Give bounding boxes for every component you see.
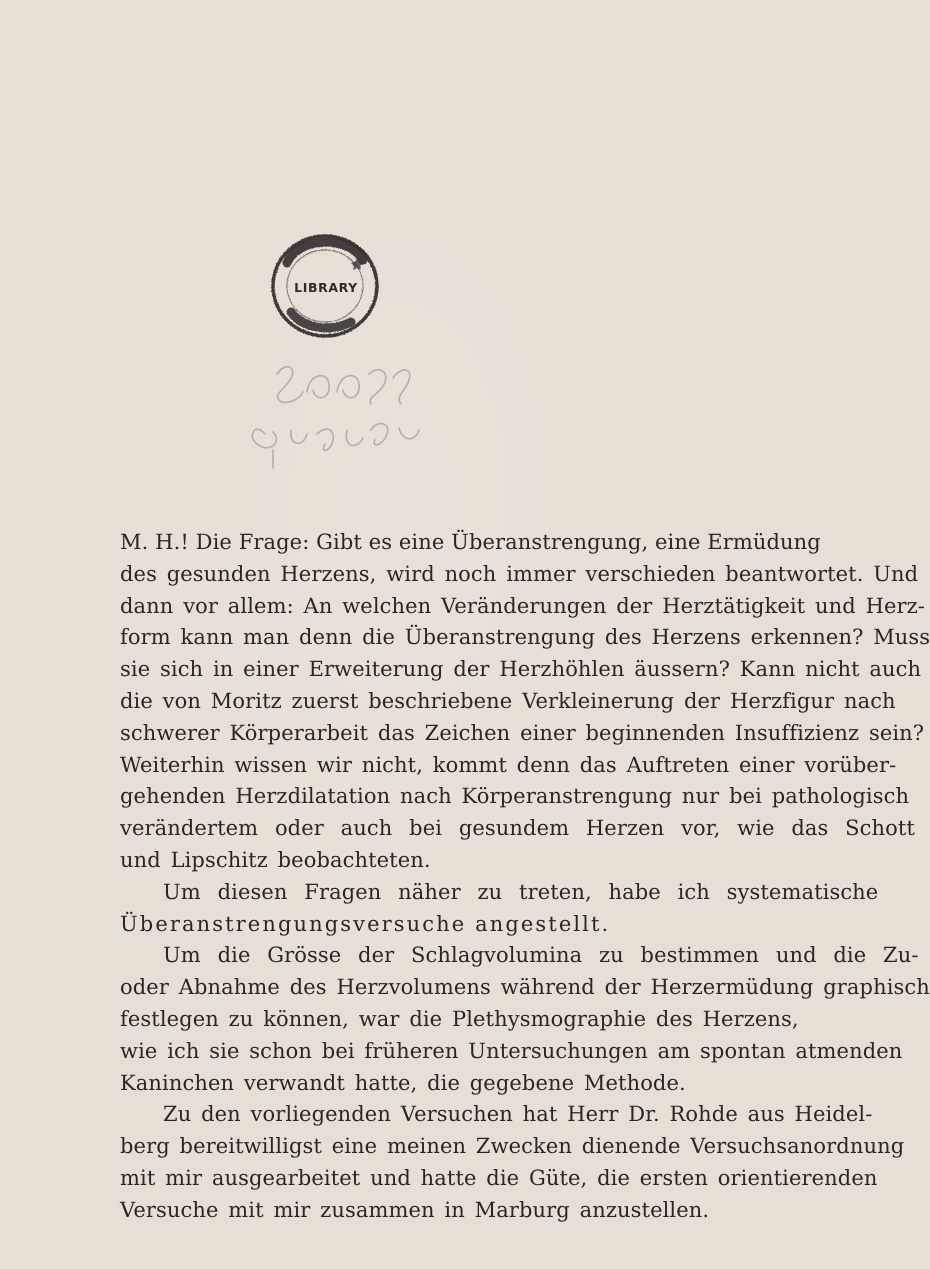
text-line: Versuche mit mir zusammen in Marburg anzustellen.: [120, 1197, 710, 1222]
text-line: verändertem oder auch bei gesundem Herzen vor, wie das Schott: [120, 816, 915, 841]
text-line: dann vor allem: An welchen Veränderungen der Herztätigkeit und Herz-: [120, 593, 926, 618]
text-line: Weiterhin wissen wir nicht, kommt denn das Auftreten einer vorüber-: [120, 752, 897, 777]
text-line: schwerer Körperarbeit das Zeichen einer beginnenden Insuffizienz sein?: [120, 720, 925, 745]
text-line: mit mir ausgearbeitet und hatte die Güte, die ersten orientierenden: [120, 1165, 878, 1190]
text-line: des gesunden Herzens, wird noch immer verschieden beantwortet. Und: [120, 561, 919, 586]
text-line: wie ich sie schon bei früheren Untersuchungen am spontan atmenden: [120, 1038, 903, 1063]
text-line: berg bereitwilligst eine meinen Zwecken dienende Versuchsanordnung: [120, 1134, 905, 1159]
stamp-text: LIBRARY: [294, 280, 358, 295]
text-line: Zu den vorliegenden Versuchen hat Herr Dr. Rohde aus Heidel-: [163, 1102, 873, 1127]
text-line: die von Moritz zuerst beschriebene Verkleinerung der Herzfigur nach: [120, 688, 896, 713]
stamp-seal-icon: [265, 228, 387, 346]
text-line: sie sich in einer Erweiterung der Herzhöhlen äussern? Kann nicht auch: [120, 657, 922, 682]
pencil-annotation: [225, 356, 435, 476]
text-line: gehenden Herzdilatation nach Körperanstrengung nur bei pathologisch: [120, 784, 910, 809]
text-line: Überanstrengungsversuche angestellt.: [120, 911, 611, 936]
text-line: form kann man denn die Überanstrengung des Herzens erkennen? Muss: [120, 625, 930, 650]
body-text: [120, 527, 930, 1227]
text-line: festlegen zu können, war die Plethysmographie des Herzens,: [120, 1006, 799, 1031]
text-line: Um diesen Fragen näher zu treten, habe ich systematische: [163, 879, 879, 904]
text-line: Um die Grösse der Schlagvolumina zu bestimmen und die Zu-: [163, 943, 919, 968]
library-stamp: [265, 228, 387, 346]
text-line: M. H.! Die Frage: Gibt es eine Überanstrengung, eine Ermüdung: [120, 530, 821, 554]
text-line: Kaninchen verwandt hatte, die gegebene Methode.: [120, 1070, 686, 1095]
text-line: und Lipschitz beobachteten.: [120, 847, 431, 872]
pencil-notes-icon: [225, 356, 435, 476]
text-line: oder Abnahme des Herzvolumens während der Herzermüdung graphisch: [120, 975, 930, 1000]
